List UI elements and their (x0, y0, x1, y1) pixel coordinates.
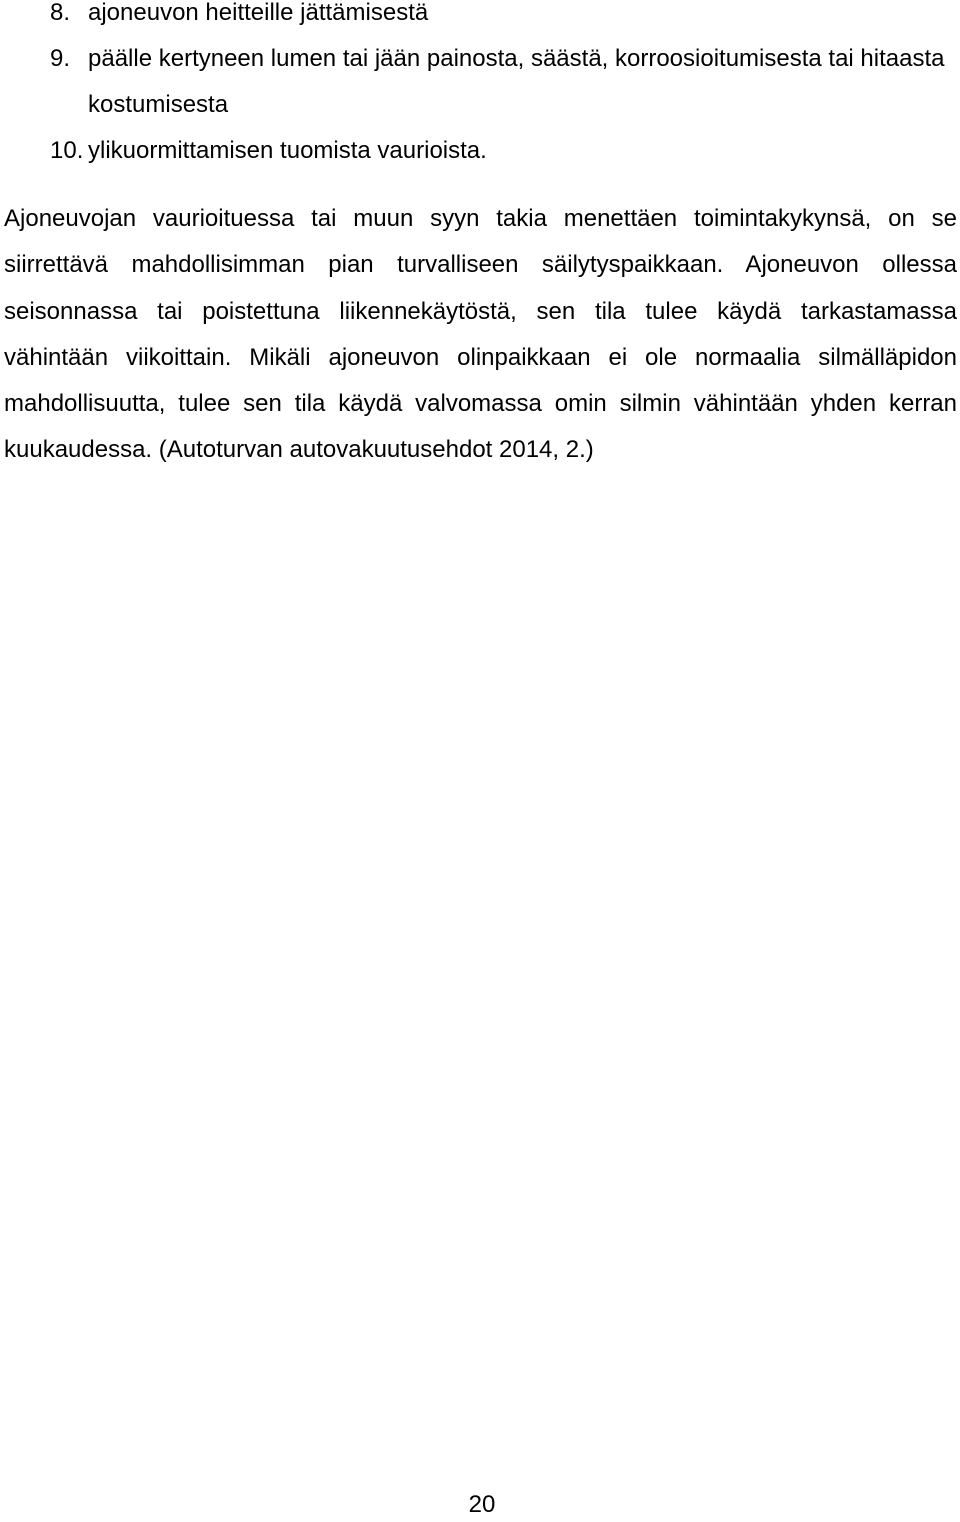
numbered-list (0, 0, 960, 174)
list-item-text: päälle kertyneen lumen tai jään painosta, säästä, korroosioitumisesta tai hitaasta kostumisesta (88, 45, 945, 118)
page-number: 20 (468, 1491, 496, 1518)
list-item-number: 10. (50, 137, 84, 164)
list-item-number: 8. (50, 0, 71, 26)
list-item-text: ylikuormittamisen tuomista vaurioista. (88, 137, 487, 164)
body-paragraph: Ajoneuvojan vaurioituessa tai muun syyn takia menettäen toimintakykynsä, on se siirrettävä mahdollisimman pian turvalliseen säilytyspaikkaan. Ajoneuvon ollessa seisonnassa tai poistettuna liikennekäytöstä, sen tila tulee käydä tarkastamassa vähintään viikoittain. Mikäli ajoneuvon olinpaikkaan ei ole normaalia silmälläpidon mahdollisuutta, tulee sen tila käydä valvomassa omin silmin vähintään yhden kerran kuukaudessa. (Autoturvan autovakuutusehdot 2014, 2.) (4, 205, 957, 464)
list-item (0, 0, 960, 36)
list-item (0, 128, 960, 174)
list-item-text: ajoneuvon heitteille jättämisestä (88, 0, 429, 26)
list-item-number: 9. (50, 45, 71, 72)
list-item (0, 36, 960, 128)
